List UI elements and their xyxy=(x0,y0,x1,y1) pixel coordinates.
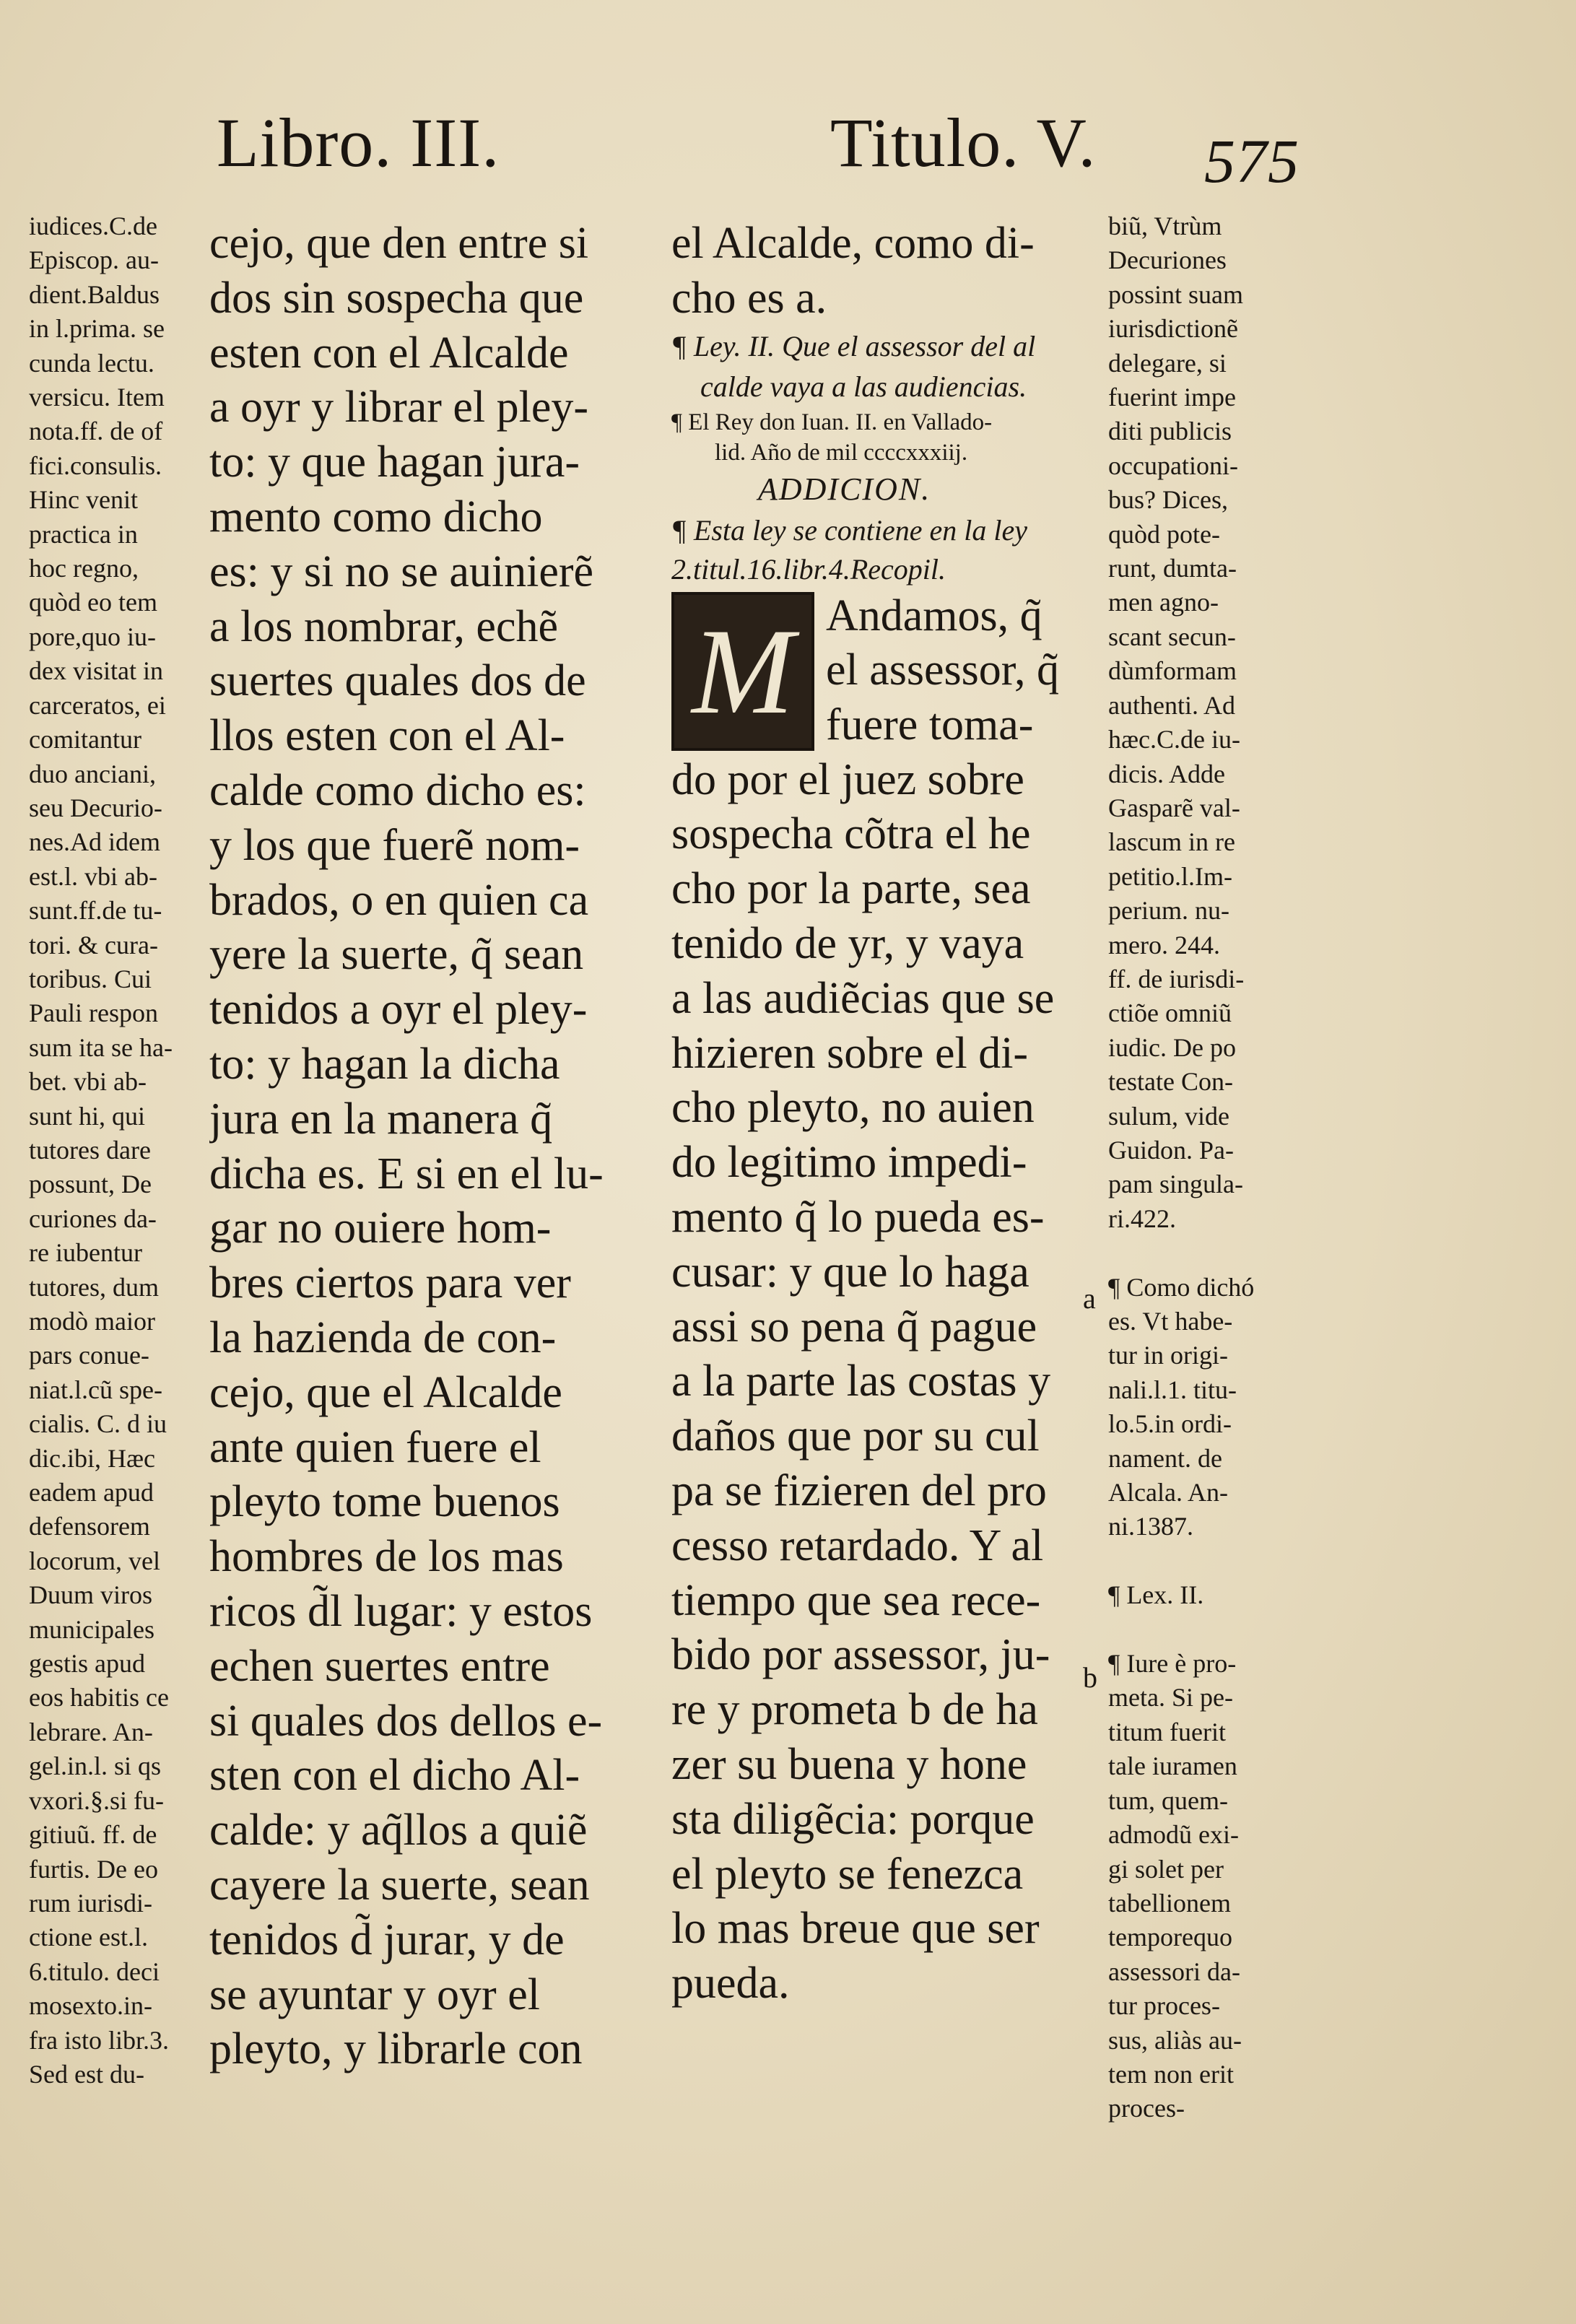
text-line: tenidos a oyr el pley- xyxy=(209,985,588,1035)
text-line: carceratos, ei xyxy=(29,690,166,720)
text-line: perium. nu- xyxy=(1108,896,1229,926)
text-line: to: y que hagan jura- xyxy=(209,438,580,487)
addicion-text: 2.titul.16.libr.4.Recopil. xyxy=(671,552,946,586)
text-line: Duum viros xyxy=(29,1580,152,1610)
right-marginal-gloss xyxy=(1108,209,1296,2126)
text-line: calde: y aq̃llos a quiẽ xyxy=(209,1806,588,1855)
text-line: lebrare. An- xyxy=(29,1717,153,1746)
text-line: re iubentur xyxy=(29,1238,142,1268)
text-line: cho pleyto, no auien xyxy=(671,1083,1035,1133)
text-line: ctiõe omniũ xyxy=(1108,998,1232,1028)
text-line: a los nombrar, echẽ xyxy=(209,601,558,651)
text-line xyxy=(1108,1613,1296,1647)
text-line: tutores, dum xyxy=(29,1272,159,1302)
text-line: el assessor, q̃ xyxy=(826,645,1059,695)
text-line: delegare, si xyxy=(1108,348,1227,378)
text-line: bus? Dices, xyxy=(1108,485,1228,515)
text-line: gar no ouiere hom- xyxy=(209,1204,552,1253)
text-line: do por el juez sobre xyxy=(671,754,1024,804)
text-line: ¶ Lex. II. xyxy=(1108,1580,1204,1610)
text-line: niat.l.cũ spe- xyxy=(29,1375,162,1404)
text-line: nota.ff. de of xyxy=(29,417,163,446)
dropcap-block xyxy=(671,589,1090,753)
text-line: curiones da- xyxy=(29,1204,157,1233)
text-line: lo mas breue que ser xyxy=(671,1904,1040,1954)
running-head-title: Titulo. V. xyxy=(830,104,1097,181)
text-line: practica in xyxy=(29,519,138,549)
text-line: cesso retardado. Y al xyxy=(671,1520,1044,1570)
text-line: pars conue- xyxy=(29,1341,149,1370)
text-line: duo anciani, xyxy=(29,759,156,788)
text-line: iudic. De po xyxy=(1108,1032,1236,1062)
text-line: nament. de xyxy=(1108,1443,1222,1473)
text-line: dos sin sospecha que xyxy=(209,273,584,323)
text-line: eadem apud xyxy=(29,1478,154,1507)
text-line: mento q̃ lo pueda es- xyxy=(671,1192,1045,1242)
text-line: rum iurisdi- xyxy=(29,1888,152,1918)
text-line: gi solet per xyxy=(1108,1854,1224,1884)
text-line: a la parte las costas y xyxy=(671,1357,1051,1406)
text-line: cayere la suerte, sean xyxy=(209,1860,590,1910)
left-marginal-gloss xyxy=(29,209,180,2092)
text-line: pa se fizieren del pro xyxy=(671,1466,1047,1515)
text-line: dicha es. E si en el lu- xyxy=(209,1149,604,1198)
text-line: tutores dare xyxy=(29,1135,151,1165)
text-line: nali.l.1. titu- xyxy=(1108,1375,1237,1404)
text-line: dic.ibi, Hæc xyxy=(29,1443,155,1473)
text-line: es: y si no se auinierẽ xyxy=(209,547,594,596)
law-heading: ¶ Ley. II. Que el assessor del al xyxy=(671,329,1036,362)
text-line: lascum in re xyxy=(1108,827,1235,857)
text-line: Episcop. au- xyxy=(29,245,159,275)
text-line: tum, quem- xyxy=(1108,1785,1228,1815)
text-line: gestis apud xyxy=(29,1649,145,1679)
text-line: versicu. Item xyxy=(29,383,165,412)
text-line: hoc regno, xyxy=(29,554,139,583)
text-line: bet. vbi ab- xyxy=(29,1067,147,1097)
text-line: cunda lectu. xyxy=(29,348,154,378)
text-line: cialis. C. d iu xyxy=(29,1409,167,1439)
text-line: dient.Baldus xyxy=(29,279,160,309)
text-line: tur proces- xyxy=(1108,1991,1220,2021)
text-line: municipales xyxy=(29,1614,154,1644)
text-line: ¶ Iure è pro- xyxy=(1108,1649,1237,1679)
text-line: gitiuũ. ff. de xyxy=(29,1820,157,1850)
text-line: iudices.C.de xyxy=(29,212,157,240)
text-line: fici.consulis. xyxy=(29,451,162,480)
text-line: se ayuntar y oyr el xyxy=(209,1970,540,2019)
text-line: tur in origi- xyxy=(1108,1341,1228,1370)
text-line: tori. & cura- xyxy=(29,930,158,959)
text-line: toribus. Cui xyxy=(29,964,152,993)
text-line: y los que fuerẽ nom- xyxy=(209,820,580,870)
text-line: sten con el dicho Al- xyxy=(209,1751,580,1801)
text-line: zer su buena y hone xyxy=(671,1739,1027,1789)
text-line: in l.prima. se xyxy=(29,314,165,344)
text-line: Gasparẽ val- xyxy=(1108,793,1240,822)
text-line: lo.5.in ordi- xyxy=(1108,1409,1232,1439)
text-line: est.l. vbi ab- xyxy=(29,861,157,891)
text-line: llos esten con el Al- xyxy=(209,711,565,761)
law-source: lid. Año de mil ccccxxxiij. xyxy=(715,439,968,466)
text-line: temporequo xyxy=(1108,1923,1232,1952)
text-line: dex visitat in xyxy=(29,656,163,686)
text-line: hombres de los mas xyxy=(209,1532,564,1582)
text-line: ctione est.l. xyxy=(29,1923,148,1952)
page-number: 575 xyxy=(1204,126,1299,196)
text-line: Sed est du- xyxy=(29,2059,144,2089)
text-line: sum ita se ha- xyxy=(29,1032,173,1062)
text-line: assessori da- xyxy=(1108,1957,1240,1986)
running-head-book: Libro. III. xyxy=(217,104,500,181)
text-line: tiempo que sea rece- xyxy=(671,1575,1041,1625)
text-line: ni.1387. xyxy=(1108,1512,1194,1541)
law-source: ¶ El Rey don Iuan. II. en Vallado- xyxy=(671,409,993,435)
text-line: occupationi- xyxy=(1108,451,1238,480)
text-line: authenti. Ad xyxy=(1108,690,1235,720)
text-line: cho por la parte, sea xyxy=(671,864,1031,914)
text-line: quòd pote- xyxy=(1108,519,1220,549)
text-line: calde como dicho es: xyxy=(209,765,586,815)
text-line: to: y hagan la dicha xyxy=(209,1039,560,1089)
text-line: ricos d̃l lugar: y estos xyxy=(209,1586,593,1636)
text-line: sulum, vide xyxy=(1108,1101,1229,1131)
text-line: bres ciertos para ver xyxy=(209,1258,571,1308)
text-line: echen suertes entre xyxy=(209,1641,550,1691)
text-line: biũ, Vtrùm xyxy=(1108,212,1222,240)
text-line: sospecha cõtra el he xyxy=(671,809,1031,859)
text-line: sunt hi, qui xyxy=(29,1101,146,1131)
text-line: daños que por su cul xyxy=(671,1411,1040,1461)
text-line: pleyto, y librarle con xyxy=(209,2024,583,2074)
text-line: dùmformam xyxy=(1108,656,1237,686)
addicion-text: ¶ Esta ley se contiene en la ley xyxy=(671,513,1027,547)
text-line: Guidon. Pa- xyxy=(1108,1135,1234,1165)
text-line: tale iuramen xyxy=(1108,1751,1237,1781)
text-line: el pleyto se fenezca xyxy=(671,1849,1024,1899)
text-line: cejo, que el Alcalde xyxy=(209,1367,562,1417)
text-line: a las audiẽcias que se xyxy=(671,973,1055,1023)
text-line: pore,quo iu- xyxy=(29,622,156,651)
text-line: mero. 244. xyxy=(1108,930,1220,959)
law-heading: calde vaya a las audiencias. xyxy=(700,370,1027,403)
text-line: ¶ Como dichó xyxy=(1108,1272,1255,1302)
text-line: la hazienda de con- xyxy=(209,1313,557,1362)
text-line: bido por assessor, ju- xyxy=(671,1630,1050,1680)
text-line: fuerint impe xyxy=(1108,383,1236,412)
text-line: tenido de yr, y vaya xyxy=(671,918,1024,968)
text-line: possunt, De xyxy=(29,1170,152,1199)
text-line: ri.422. xyxy=(1108,1204,1176,1233)
text-line: diti publicis xyxy=(1108,417,1232,446)
text-line: admodũ exi- xyxy=(1108,1820,1239,1850)
text-line: hæc.C.de iu- xyxy=(1108,725,1240,754)
text-line: cusar: y que lo haga xyxy=(671,1247,1029,1297)
main-text-column-1 xyxy=(209,217,628,2077)
text-line: mosexto.in- xyxy=(29,1991,152,2021)
text-line: el Alcalde, como di- xyxy=(671,219,1035,268)
text-line xyxy=(1108,1544,1296,1578)
text-line: si quales dos dellos e- xyxy=(209,1696,603,1746)
text-line: Hinc venit xyxy=(29,485,138,515)
text-line: yere la suerte, q̃ sean xyxy=(209,930,584,980)
text-line: petitio.l.Im- xyxy=(1108,861,1232,891)
text-line: a oyr y librar el pley- xyxy=(209,383,589,432)
text-line: iurisdictionẽ xyxy=(1108,314,1238,344)
text-line: jura en la manera q̃ xyxy=(209,1094,553,1144)
text-line: scant secun- xyxy=(1108,622,1236,651)
text-line: cho es a. xyxy=(671,273,827,323)
text-line: runt, dumta- xyxy=(1108,554,1237,583)
text-line: Pauli respon xyxy=(29,998,158,1028)
decorated-initial: M xyxy=(671,592,814,751)
text-line: locorum, vel xyxy=(29,1546,160,1575)
text-line: re y prometa b de ha xyxy=(671,1685,1038,1735)
text-line: sta diligẽcia: porque xyxy=(671,1794,1035,1844)
text-line: proces- xyxy=(1108,2094,1185,2123)
text-line: dicis. Adde xyxy=(1108,759,1225,788)
text-line: Andamos, q̃ xyxy=(826,591,1042,640)
text-line: comitantur xyxy=(29,725,142,754)
footnote-marker-b: b xyxy=(1083,1661,1097,1694)
text-line: 6.titulo. deci xyxy=(29,1957,160,1986)
text-line: es. Vt habe- xyxy=(1108,1307,1233,1336)
text-line: testate Con- xyxy=(1108,1067,1233,1097)
text-line: cejo, que den entre si xyxy=(209,219,589,268)
footnote-marker-a: a xyxy=(1083,1282,1096,1315)
text-line: nes.Ad idem xyxy=(29,827,160,857)
text-line: sunt.ff.de tu- xyxy=(29,896,162,926)
text-line: pam singula- xyxy=(1108,1170,1243,1199)
text-line: quòd eo tem xyxy=(29,588,157,617)
text-line: tabellionem xyxy=(1108,1888,1231,1918)
text-line: eos habitis ce xyxy=(29,1683,169,1712)
text-line: seu Decurio- xyxy=(29,793,162,822)
text-line: tem non erit xyxy=(1108,2059,1234,2089)
text-line: modò maior xyxy=(29,1307,155,1336)
addicion-heading: ADDICION. xyxy=(758,471,931,507)
text-line: vxori.§.si fu- xyxy=(29,1785,164,1815)
text-line: mento como dicho xyxy=(209,492,543,541)
text-line: meta. Si pe- xyxy=(1108,1683,1233,1712)
text-line: possint suam xyxy=(1108,279,1244,309)
text-line: tenidos d̃ jurar, y de xyxy=(209,1915,565,1964)
text-line xyxy=(1108,1236,1296,1270)
text-line: pueda. xyxy=(671,1959,790,2009)
text-line: hizieren sobre el di- xyxy=(671,1028,1029,1078)
text-line: esten con el Alcalde xyxy=(209,328,569,378)
text-line: men agno- xyxy=(1108,588,1219,617)
text-line: ante quien fuere el xyxy=(209,1422,541,1472)
text-line: brados, o en quien ca xyxy=(209,875,589,925)
text-line: suertes quales dos de xyxy=(209,656,586,706)
text-line: titum fuerit xyxy=(1108,1717,1226,1746)
text-line: defensorem xyxy=(29,1512,150,1541)
text-line: sus, aliàs au- xyxy=(1108,2025,1242,2055)
text-line: Alcala. An- xyxy=(1108,1478,1228,1507)
text-line: fuere toma- xyxy=(826,700,1034,750)
main-text-column-2 xyxy=(671,217,1090,2011)
text-line: furtis. De eo xyxy=(29,1854,158,1884)
text-line: pleyto tome buenos xyxy=(209,1477,560,1527)
text-line: gel.in.l. si qs xyxy=(29,1751,162,1781)
text-line: Decuriones xyxy=(1108,245,1227,275)
text-line: assi so pena q̃ pague xyxy=(671,1302,1037,1352)
text-line: fra isto libr.3. xyxy=(29,2025,169,2055)
text-line: do legitimo impedi- xyxy=(671,1138,1027,1188)
text-line: ff. de iurisdi- xyxy=(1108,964,1245,993)
